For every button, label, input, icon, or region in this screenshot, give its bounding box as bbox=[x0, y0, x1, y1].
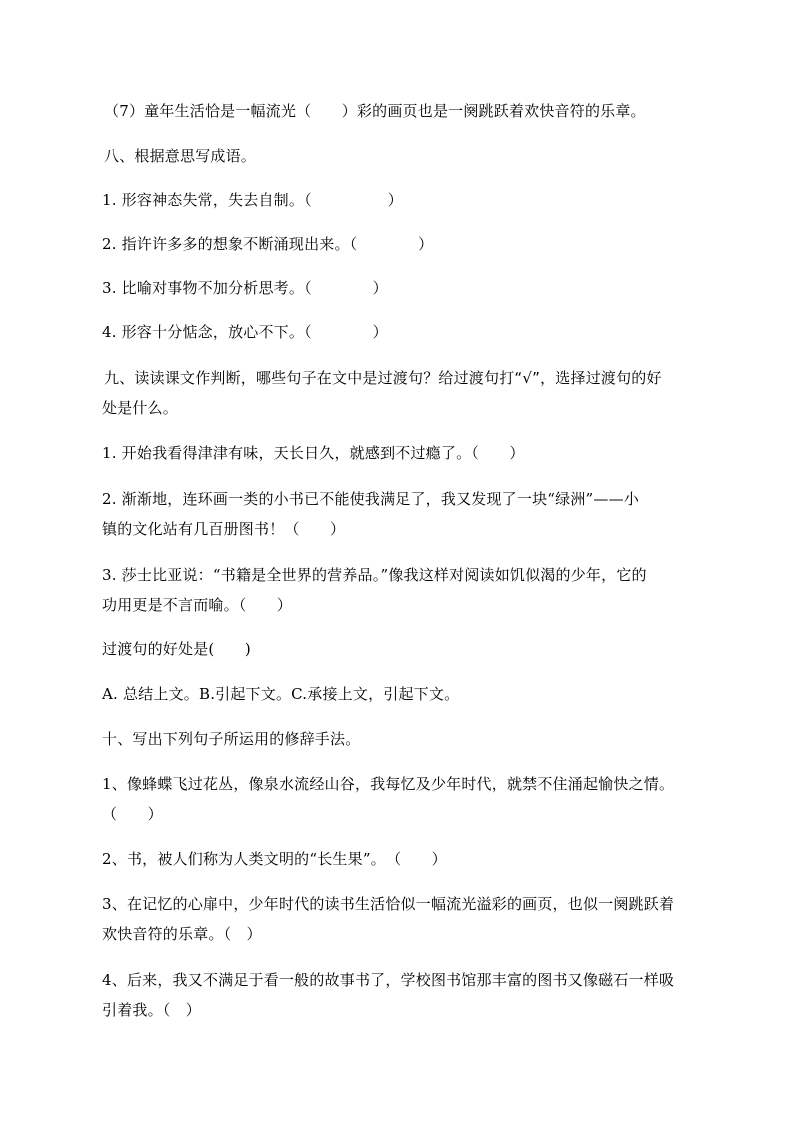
section10-item-4-line1: 4、后来，我又不满足于看一般的故事书了，学校图书馆那丰富的图书又像磁石一样吸 bbox=[102, 971, 675, 989]
section9-item-2-line2: 镇的文化站有几百册图书！（ ） bbox=[102, 520, 346, 538]
section9-benefit: 过渡句的好处是( ) bbox=[102, 640, 251, 658]
section10-item-1-line2: （ ） bbox=[102, 805, 163, 823]
section10-item-3-line1: 3、在记忆的心扉中，少年时代的读书生活恰似一幅流光溢彩的画页，也似一阕跳跃着 bbox=[102, 895, 675, 913]
section10-item-4-line2: 引着我。（ ） bbox=[102, 1001, 201, 1019]
section10-item-3-line2: 欢快音符的乐章。（ ） bbox=[102, 925, 262, 943]
section9-item-3-line2: 功用更是不言而喻。（ ） bbox=[102, 596, 293, 614]
section9-item-3-line1: 3. 莎士比亚说：“书籍是全世界的营养品。”像我这样对阅读如饥似渴的少年，它的 bbox=[102, 566, 647, 584]
section8-title: 八、根据意思写成语。 bbox=[104, 147, 257, 165]
section8-item-1: 1. 形容神态失常，失去自制。（ ） bbox=[102, 191, 403, 209]
section8-item-3: 3. 比喻对事物不加分析思考。（ ） bbox=[102, 279, 388, 297]
q7-line: （7）童年生活恰是一幅流光（ ）彩的画页也是一阕跳跃着欢快音符的乐章。 bbox=[104, 102, 646, 120]
section9-options: A. 总结上文。B.引起下文。C.承接上文，引起下文。 bbox=[102, 685, 460, 703]
section9-item-1: 1. 开始我看得津津有味，天长日久，就感到不过瘾了。（ ） bbox=[102, 444, 525, 462]
section8-item-4: 4. 形容十分惦念，放心不下。（ ） bbox=[102, 323, 388, 341]
section8-item-2: 2. 指许许多多的想象不断涌现出来。（ ） bbox=[102, 235, 434, 253]
section10-item-1-line1: 1、像蜂蝶飞过花丛，像泉水流经山谷，我每忆及少年时代，就禁不住涌起愉快之情。 bbox=[102, 775, 675, 793]
section10-title: 十、写出下列句子所运用的修辞手法。 bbox=[102, 730, 361, 748]
section9-item-2-line1: 2. 渐渐地，连环画一类的小书已不能使我满足了，我又发现了一块“绿洲”——小 bbox=[102, 490, 640, 508]
section10-item-2: 2、书，被人们称为人类文明的“长生果”。 （ ） bbox=[102, 850, 447, 868]
section9-title-line2: 处是什么。 bbox=[102, 399, 179, 417]
section9-title-line1: 九、读读课文作判断，哪些句子在文中是过渡句？给过渡句打“√”，选择过渡句的好 bbox=[104, 369, 662, 387]
